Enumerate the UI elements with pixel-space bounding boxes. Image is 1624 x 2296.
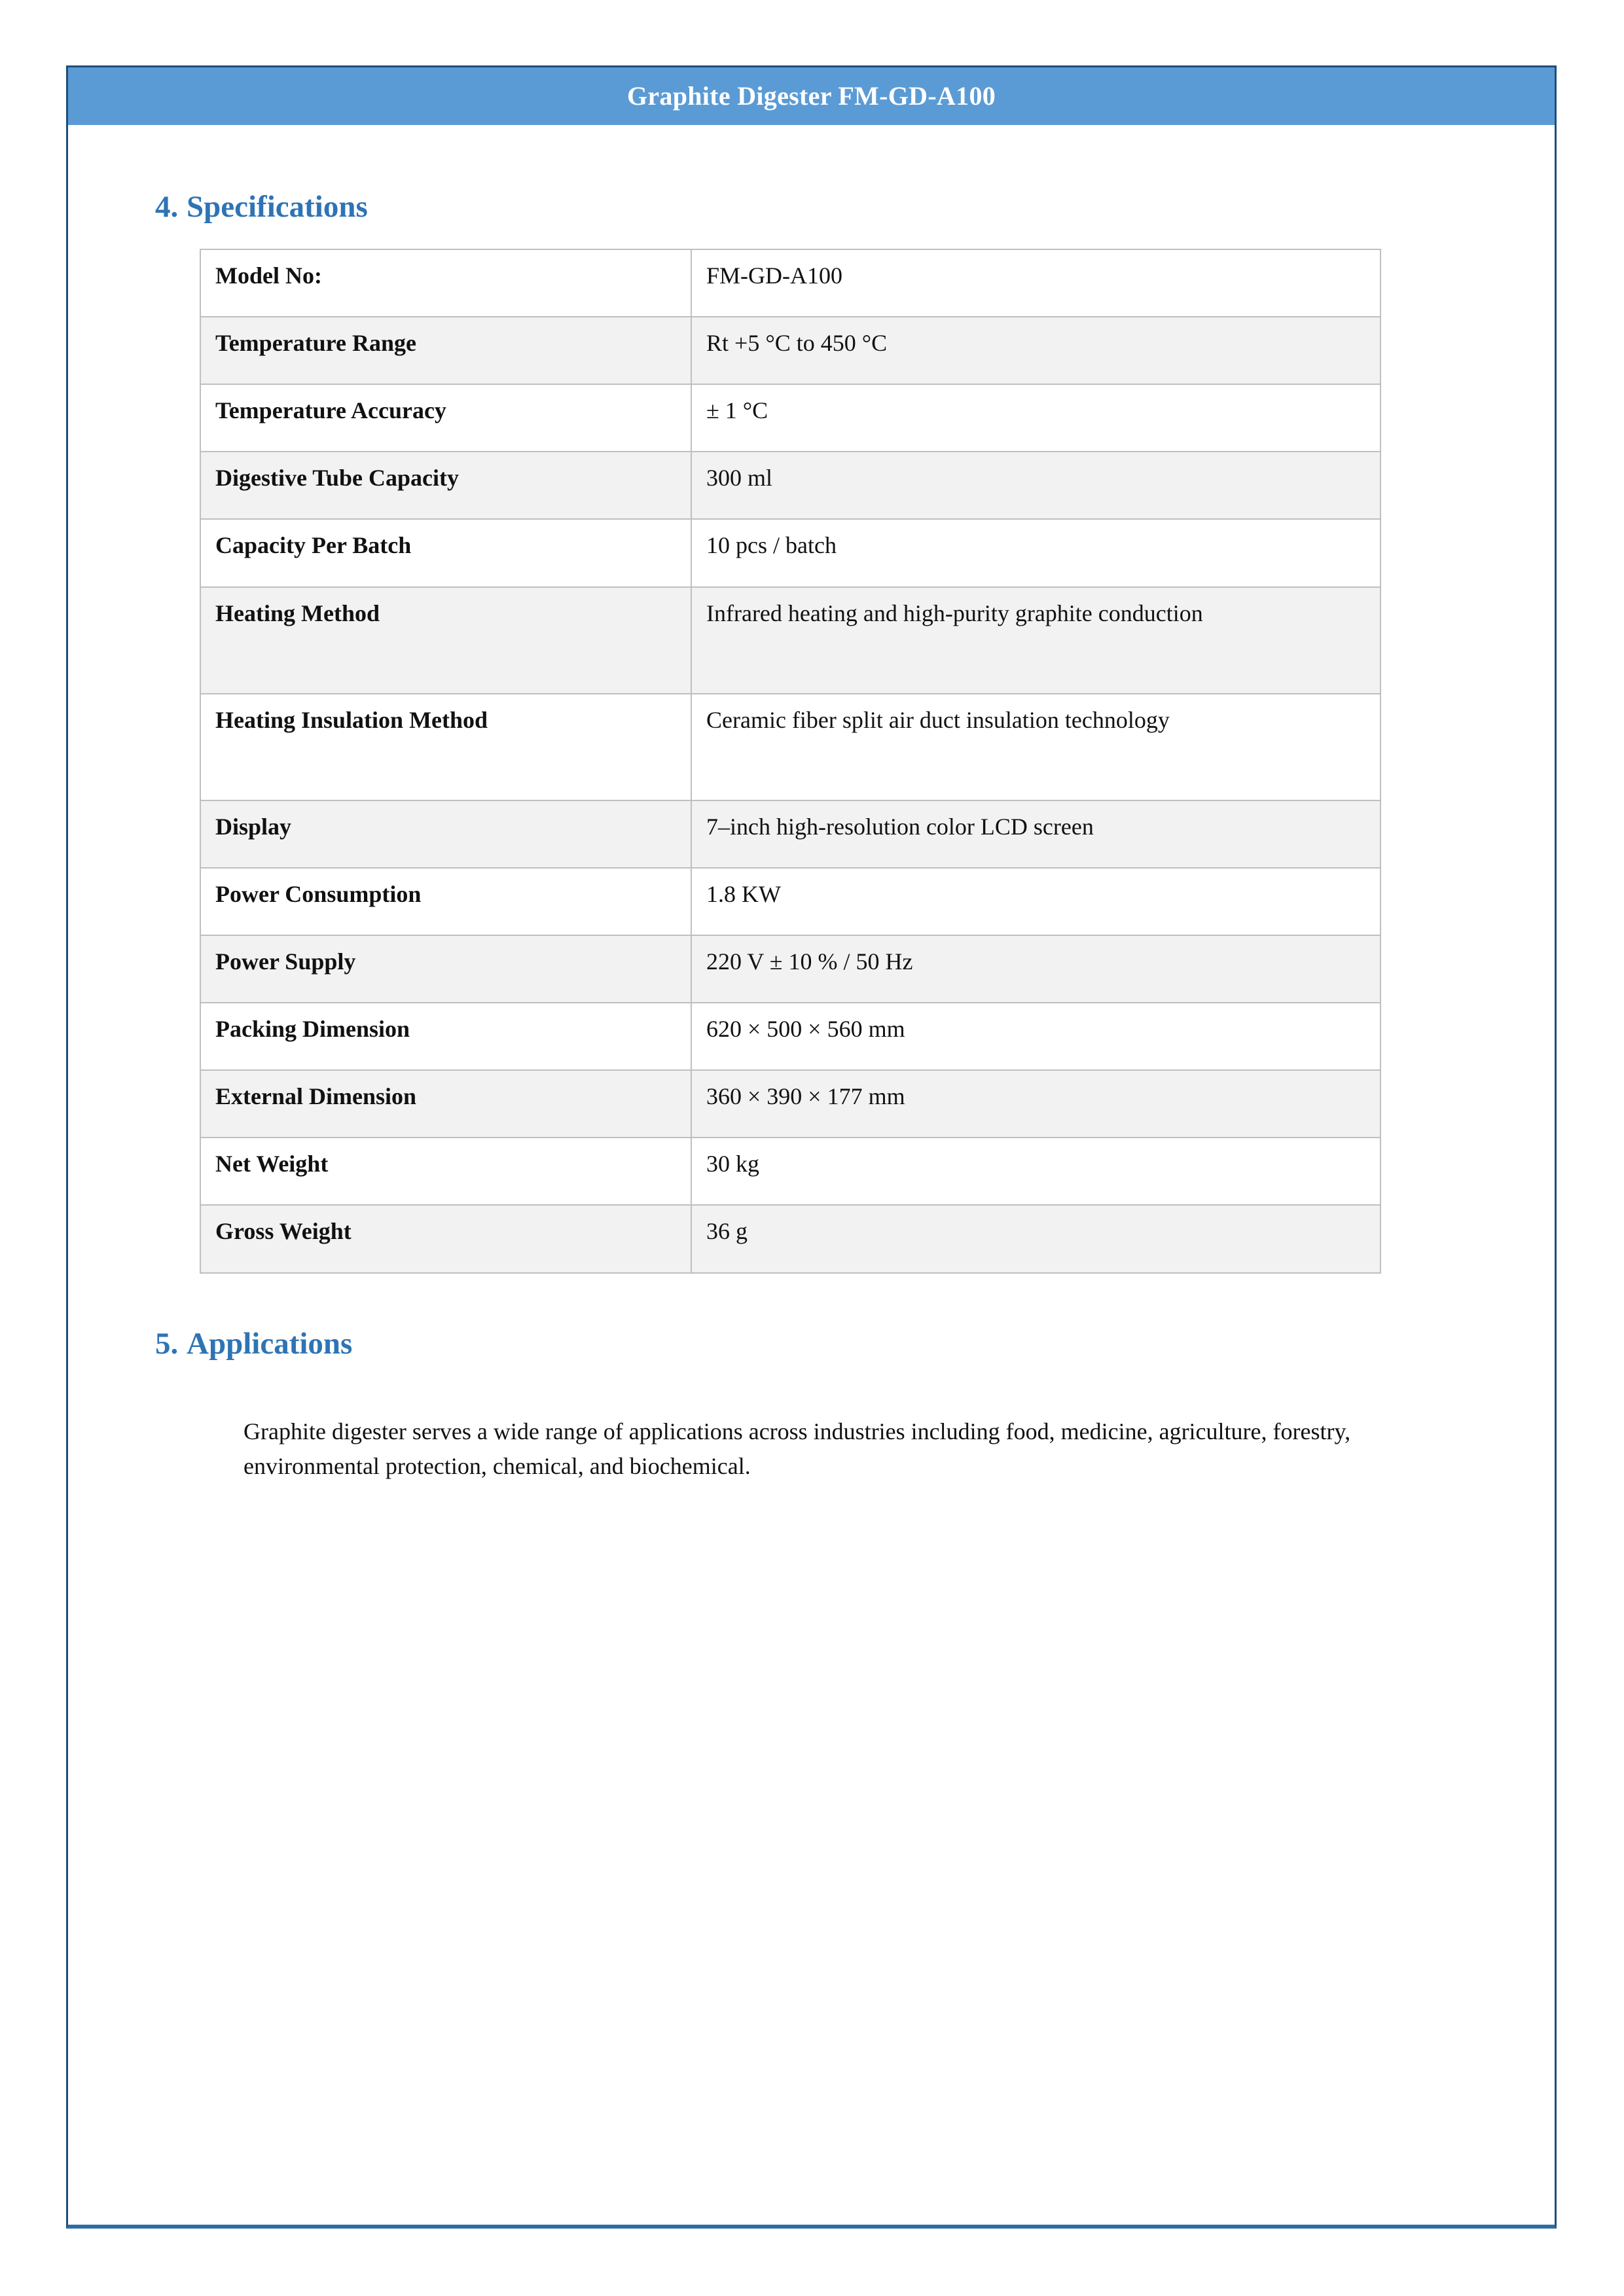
spec-value-cell: 1.8 KW bbox=[691, 868, 1380, 935]
section-title-applications: Applications bbox=[187, 1327, 353, 1361]
spec-value-cell: 620 × 500 × 560 mm bbox=[691, 1003, 1380, 1070]
spec-label-cell: Net Weight bbox=[200, 1138, 691, 1205]
spec-label-cell: Capacity Per Batch bbox=[200, 519, 691, 586]
table-row bbox=[200, 1070, 1380, 1138]
spec-label-cell: Display bbox=[200, 800, 691, 868]
specifications-table-body bbox=[200, 249, 1380, 1273]
table-row bbox=[200, 694, 1380, 800]
table-row bbox=[200, 868, 1380, 935]
table-row bbox=[200, 1138, 1380, 1205]
spec-label-cell: Temperature Range bbox=[200, 317, 691, 384]
spec-value-cell: 220 V ± 10 % / 50 Hz bbox=[691, 935, 1380, 1003]
table-row bbox=[200, 1205, 1380, 1272]
spec-value-cell: 10 pcs / batch bbox=[691, 519, 1380, 586]
spec-value-cell: FM-GD-A100 bbox=[691, 249, 1380, 317]
spec-value-cell: ± 1 °C bbox=[691, 384, 1380, 452]
spec-label-cell: Power Consumption bbox=[200, 868, 691, 935]
spec-value-cell: Rt +5 °C to 450 °C bbox=[691, 317, 1380, 384]
table-row bbox=[200, 935, 1380, 1003]
section-number-applications: 5. bbox=[155, 1327, 179, 1361]
spec-label-cell: Heating Method bbox=[200, 587, 691, 694]
table-row bbox=[200, 249, 1380, 317]
table-row bbox=[200, 1003, 1380, 1070]
section-number-specifications: 4. bbox=[155, 190, 179, 224]
spec-label-cell: Packing Dimension bbox=[200, 1003, 691, 1070]
spec-label-cell: Digestive Tube Capacity bbox=[200, 452, 691, 519]
spec-label-cell: Gross Weight bbox=[200, 1205, 691, 1272]
spec-value-cell: 30 kg bbox=[691, 1138, 1380, 1205]
document-header-banner bbox=[68, 67, 1555, 125]
spec-label-cell: External Dimension bbox=[200, 1070, 691, 1138]
spec-value-cell: Ceramic fiber split air duct insulation technology bbox=[691, 694, 1380, 800]
spec-label-cell: Temperature Accuracy bbox=[200, 384, 691, 452]
specifications-table bbox=[200, 249, 1381, 1274]
spec-value-cell: 360 × 390 × 177 mm bbox=[691, 1070, 1380, 1138]
section-heading-applications bbox=[155, 1327, 352, 1361]
table-row bbox=[200, 317, 1380, 384]
spec-label-cell: Model No: bbox=[200, 249, 691, 317]
section-heading-specifications bbox=[155, 190, 368, 224]
table-row bbox=[200, 587, 1380, 694]
spec-value-cell: 7–inch high-resolution color LCD screen bbox=[691, 800, 1380, 868]
page-border-frame bbox=[66, 65, 1557, 2229]
document-title: Graphite Digester FM-GD-A100 bbox=[626, 81, 996, 111]
table-row bbox=[200, 452, 1380, 519]
spec-value-cell: 300 ml bbox=[691, 452, 1380, 519]
table-row bbox=[200, 800, 1380, 868]
table-row bbox=[200, 384, 1380, 452]
spec-label-cell: Heating Insulation Method bbox=[200, 694, 691, 800]
spec-value-cell: Infrared heating and high-purity graphite conduction bbox=[691, 587, 1380, 694]
table-row bbox=[200, 519, 1380, 586]
applications-paragraph: Graphite digester serves a wide range of applications across industries including food, medicine, agriculture, forestry, environmental protection, chemical, and biochemical. bbox=[244, 1418, 1351, 1479]
spec-label-cell: Power Supply bbox=[200, 935, 691, 1003]
section-title-specifications: Specifications bbox=[187, 190, 368, 224]
spec-value-cell: 36 g bbox=[691, 1205, 1380, 1272]
